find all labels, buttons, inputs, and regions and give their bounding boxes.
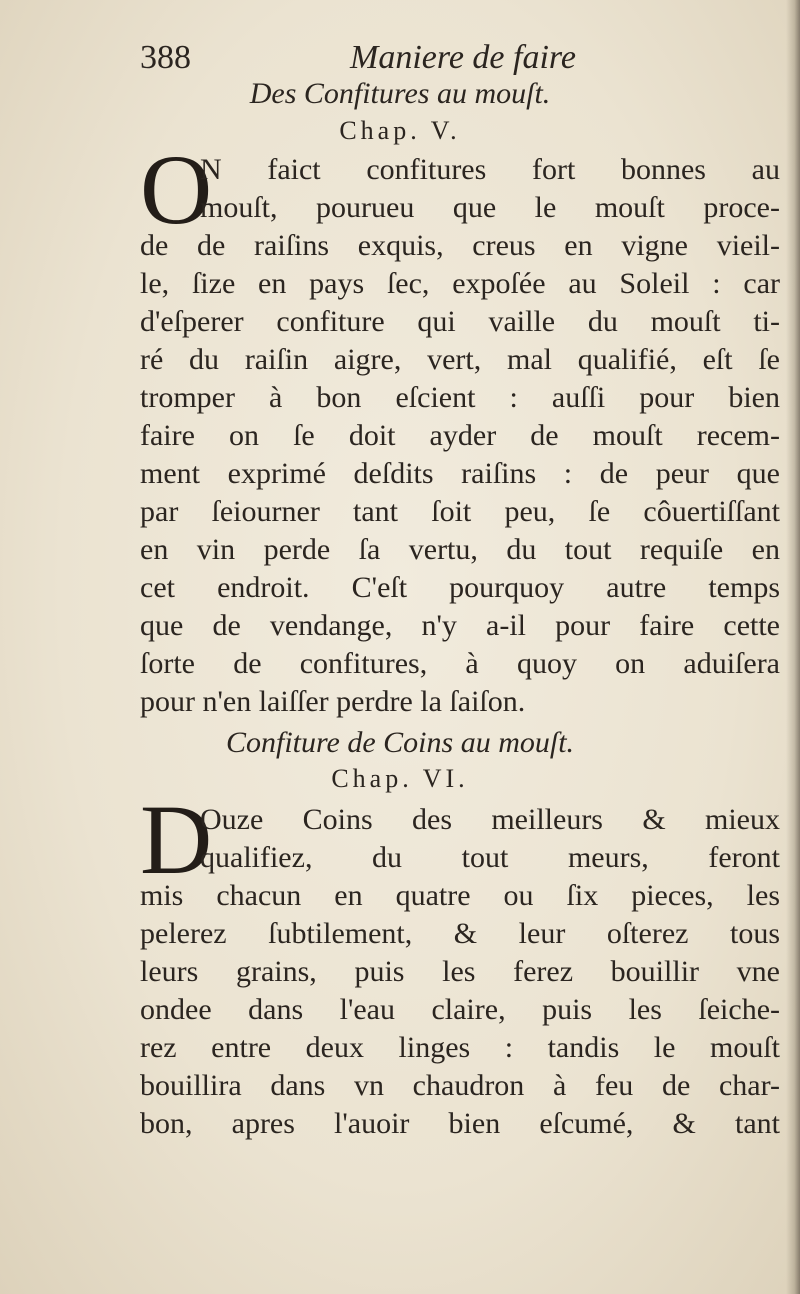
text-line: Ouze Coins des meilleurs & mieux: [200, 803, 780, 836]
text-line: mouſt, pourueu que le mouſt proce-: [200, 191, 780, 224]
text-line: en vin perde ſa vertu, du tout requiſe en: [140, 533, 780, 566]
section-title-confitures: Des Confitures au mouſt.: [249, 77, 551, 110]
page-edge-shadow: [786, 0, 800, 1294]
text-line: tromper à bon eſcient : auſſi pour bien: [140, 381, 780, 414]
text-line: rez entre deux linges : tandis le mouſt: [140, 1031, 780, 1064]
running-head: Maniere de faire: [350, 39, 576, 76]
text-line: de de raiſins exquis, creus en vigne vieil-: [140, 229, 780, 262]
text-line: mis chacun en quatre ou ſix pieces, les: [140, 879, 780, 912]
text-line: le, ſize en pays ſec, expoſée au Soleil : car: [140, 267, 780, 300]
chapter-heading-v: Chap. V.: [339, 116, 461, 145]
text-line: ſorte de confitures, à quoy on aduiſera: [140, 647, 780, 680]
page-number: 388: [140, 39, 191, 76]
text-line: ondee dans l'eau claire, puis les ſeiche-: [140, 993, 780, 1026]
text-line: pelerez ſubtilement, & leur oſterez tous: [140, 917, 780, 950]
text-line: que de vendange, n'y a-il pour faire cette: [140, 609, 780, 642]
text-line: pour n'en laiſſer perdre la ſaiſon.: [140, 685, 526, 718]
section-title-coins: Confiture de Coins au mouſt.: [225, 726, 575, 759]
text-line: leurs grains, puis les ferez bouillir vne: [140, 955, 780, 988]
drop-cap-d: D: [140, 784, 213, 895]
text-line: ré du raiſin aigre, vert, mal qualifié, eſt ſe: [140, 343, 780, 376]
text-line: d'eſperer confiture qui vaille du mouſt ti-: [140, 305, 780, 338]
text-line: par ſeiourner tant ſoit peu, ſe côuertiſſant: [140, 495, 780, 528]
text-line: bon, apres l'auoir bien eſcumé, & tant: [140, 1107, 780, 1140]
text-line: N faict confitures fort bonnes au: [200, 153, 780, 186]
text-line: cet endroit. C'eſt pourquoy autre temps: [140, 571, 780, 604]
text-line: qualifiez, du tout meurs, feront: [200, 841, 780, 874]
text-line: faire on ſe doit ayder de mouſt recem-: [140, 419, 780, 452]
text-line: bouillira dans vn chaudron à feu de char-: [140, 1069, 780, 1102]
drop-cap-o: O: [140, 134, 213, 245]
chapter-heading-vi: Chap. VI.: [331, 764, 469, 793]
text-line: ment exprimé deſdits raiſins : de peur que: [140, 457, 780, 490]
